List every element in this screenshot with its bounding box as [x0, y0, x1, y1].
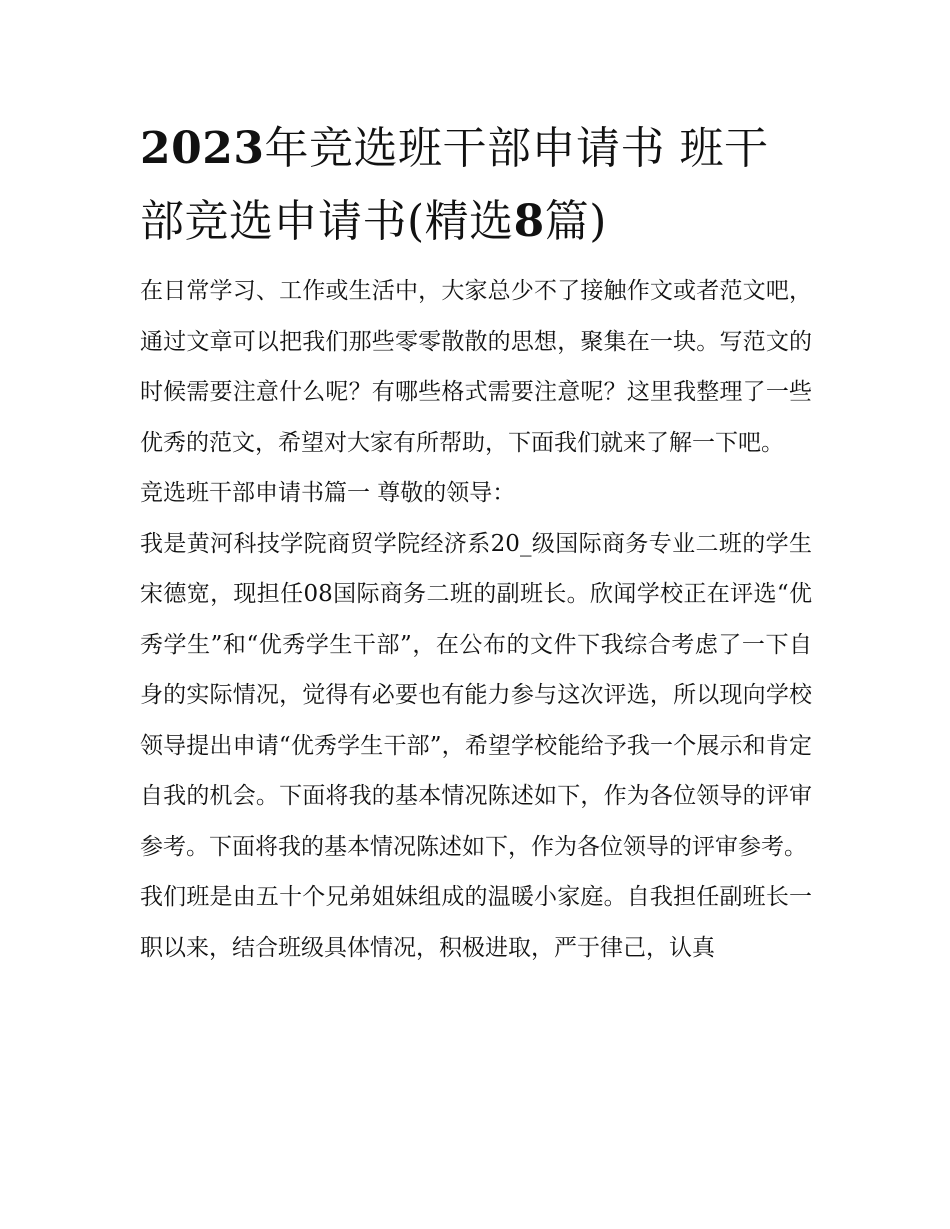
paragraph-class-description: 我们班是由五十个兄弟姐妹组成的温暖小家庭。自我担任副班长一职以来，结合班级具体情况，积极进取，严于律己，认真	[140, 884, 812, 961]
paragraph-intro: 在日常学习、工作或生活中，大家总少不了接触作文或者范文吧，通过文章可以把我们那些零零散散的思想，聚集在一块。写范文的时候需要注意什么呢？有哪些格式需要注意呢？这里我整理了一些优秀的范文，希望对大家有所帮助，下面我们就来了解一下吧。	[140, 278, 812, 456]
paragraph-self-introduction: 我是黄河科技学院商贸学院经济系20_级国际商务专业二班的学生宋德宽，现担任08国际商务二班的副班长。欣闻学校正在评选“优秀学生”和“优秀学生干部”，在公布的文件下我综合考虑了一下自身的实际情况，觉得有必要也有能力参与这次评选，所以现向学校领导提出申请“优秀学生干部”，希望学校能给予我一个展示和肯定自我的机会。下面将我的基本情况陈述如下，作为各位领导的评审参考。下面将我的基本情况陈述如下，作为各位领导的评审参考。	[140, 530, 812, 860]
document-title: 2023年竞选班干部申请书 班干部竞选申请书(精选8篇)	[140, 123, 769, 247]
paragraph-section-heading: 竞选班干部申请书篇一 尊敬的领导：	[140, 480, 516, 506]
title-number: 8	[513, 196, 545, 247]
document-page	[140, 112, 812, 973]
title-number: 2023	[140, 123, 265, 174]
